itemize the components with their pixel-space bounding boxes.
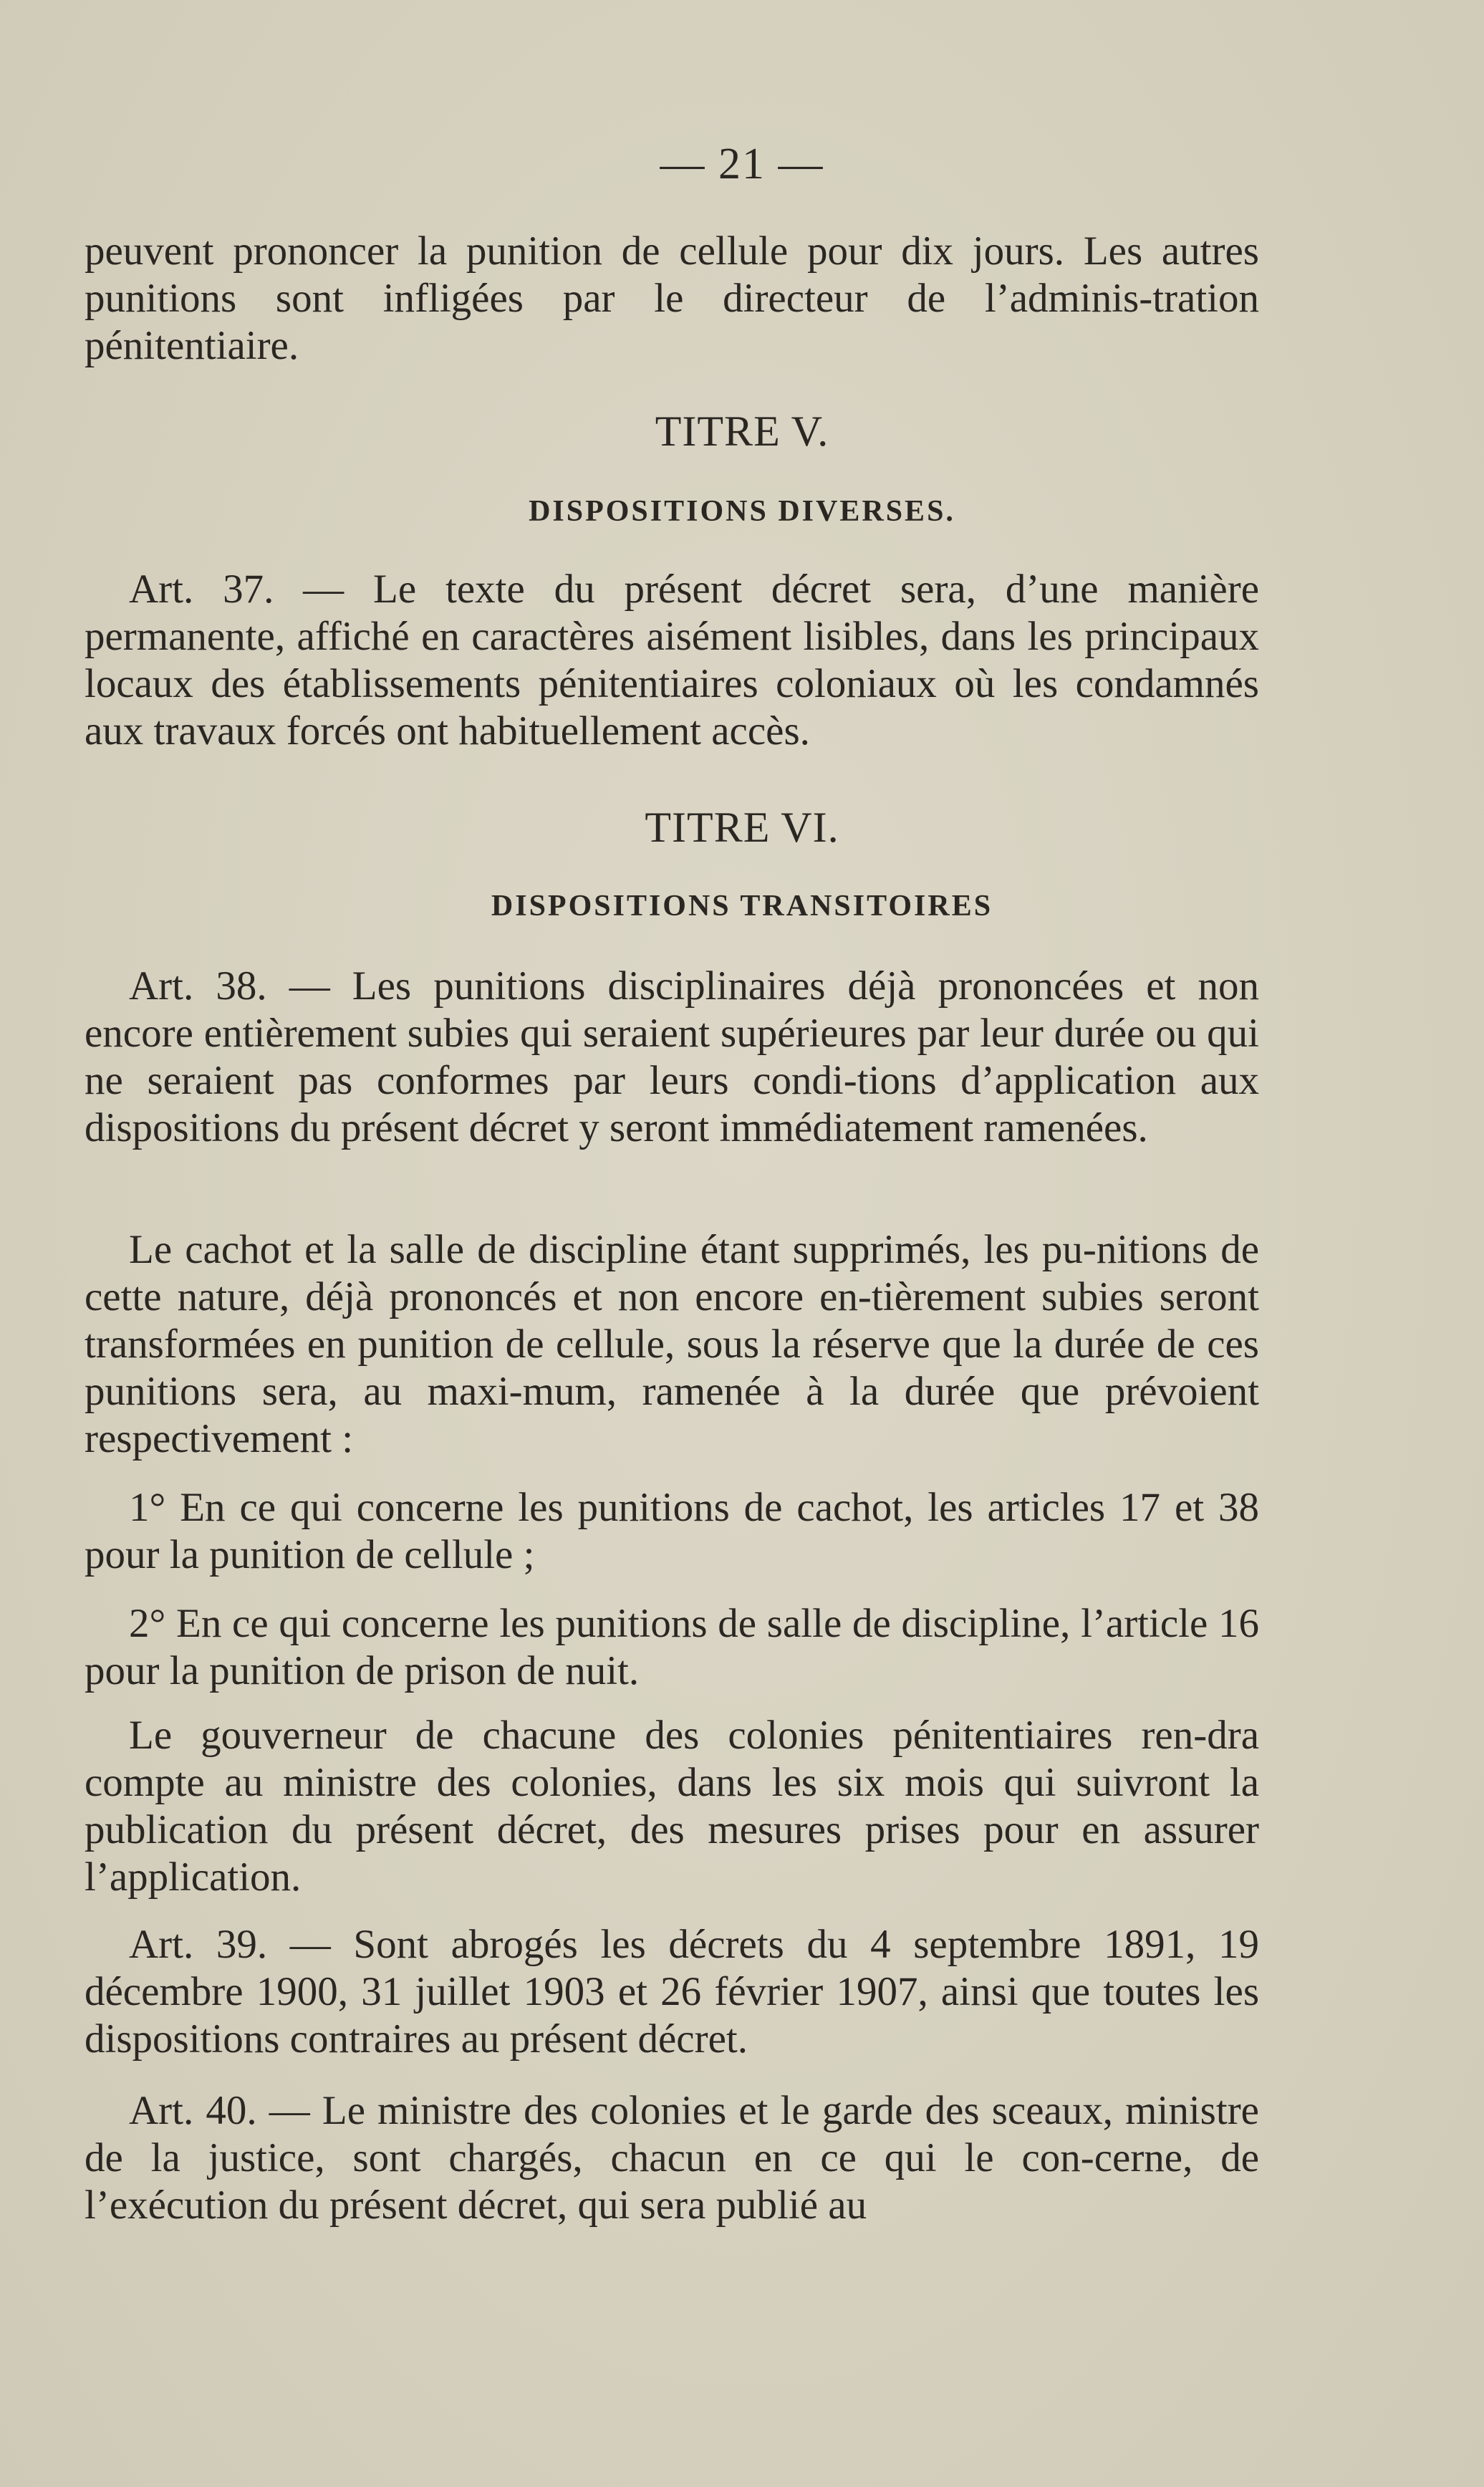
article-40: Art. 40. — Le ministre des colonies et le garde des sceaux, ministre de la justice, sont chargés, chacun en ce qui le con-cerne, de l’exécution du présent décret, qui sera publié au (85, 2088, 1259, 2228)
titre-vi-heading: TITRE VI. (645, 804, 839, 851)
article-37: Art. 37. — Le texte du présent décret sera, d’une manière permanente, affiché en caractères aisément lisibles, dans les principaux locaux des établissements pénitentiaires coloniaux où les condamnés aux travaux forcés ont habituellement accès. (85, 567, 1259, 754)
article-38: Art. 38. — Les punitions disciplinaires déjà prononcées et non encore entièrement subies qui seraient supérieures par leur durée ou qui ne seraient pas conformes par leurs condi-tions d’application aux dispositions du présent décret y seront immédiatement ramenées. (85, 963, 1259, 1150)
opening-paragraph: peuvent prononcer la punition de cellule pour dix jours. Les autres punitions sont infligées par le directeur de l’adminis-tration pénitentiaire. (85, 229, 1259, 368)
opening-paragraph-block (85, 228, 1259, 370)
article-39: Art. 39. — Sont abrogés les décrets du 4 septembre 1891, 19 décembre 1900, 31 juillet 1903 et 26 février 1907, ainsi que toutes les dispositions contraires au présent décret. (85, 1922, 1259, 2062)
titre-v-heading: TITRE V. (655, 408, 829, 455)
article-37-block (85, 566, 1259, 755)
list-item-2: 2° En ce qui concerne les punitions de salle de discipline, l’article 16 pour la punition de prison de nuit. (85, 1601, 1259, 1693)
titre-vi-subheading: DISPOSITIONS TRANSITOIRES (491, 890, 993, 923)
cachot-paragraph: Le cachot et la salle de discipline étant supprimés, les pu-nitions de cette nature, déjà prononcés et non encore en-tièrement subies seront transformées en punition de cellule, sous la réserve que la durée de ces punitions sera, au maxi-mum, ramenée à la durée que prévoient respectivement : (85, 1227, 1259, 1461)
gouverneur-paragraph: Le gouverneur de chacune des colonies pénitentiaires ren-dra compte au ministre des colonies, dans les six mois qui suivront la publication du présent décret, des mesures prises pour en assurer l’application. (85, 1713, 1259, 1900)
item-1-block (85, 1484, 1259, 1579)
cachot-paragraph-block (85, 1226, 1259, 1463)
gouverneur-paragraph-block (85, 1712, 1259, 1901)
article-40-block (85, 2087, 1259, 2229)
item-2-block (85, 1600, 1259, 1695)
article-39-block (85, 1921, 1259, 2063)
list-item-1: 1° En ce qui concerne les punitions de cachot, les articles 17 et 38 pour la punition de cellule ; (85, 1485, 1259, 1577)
article-38-block (85, 963, 1259, 1152)
page-number: — 21 — (660, 140, 824, 188)
titre-v-subheading: DISPOSITIONS DIVERSES. (529, 495, 955, 528)
